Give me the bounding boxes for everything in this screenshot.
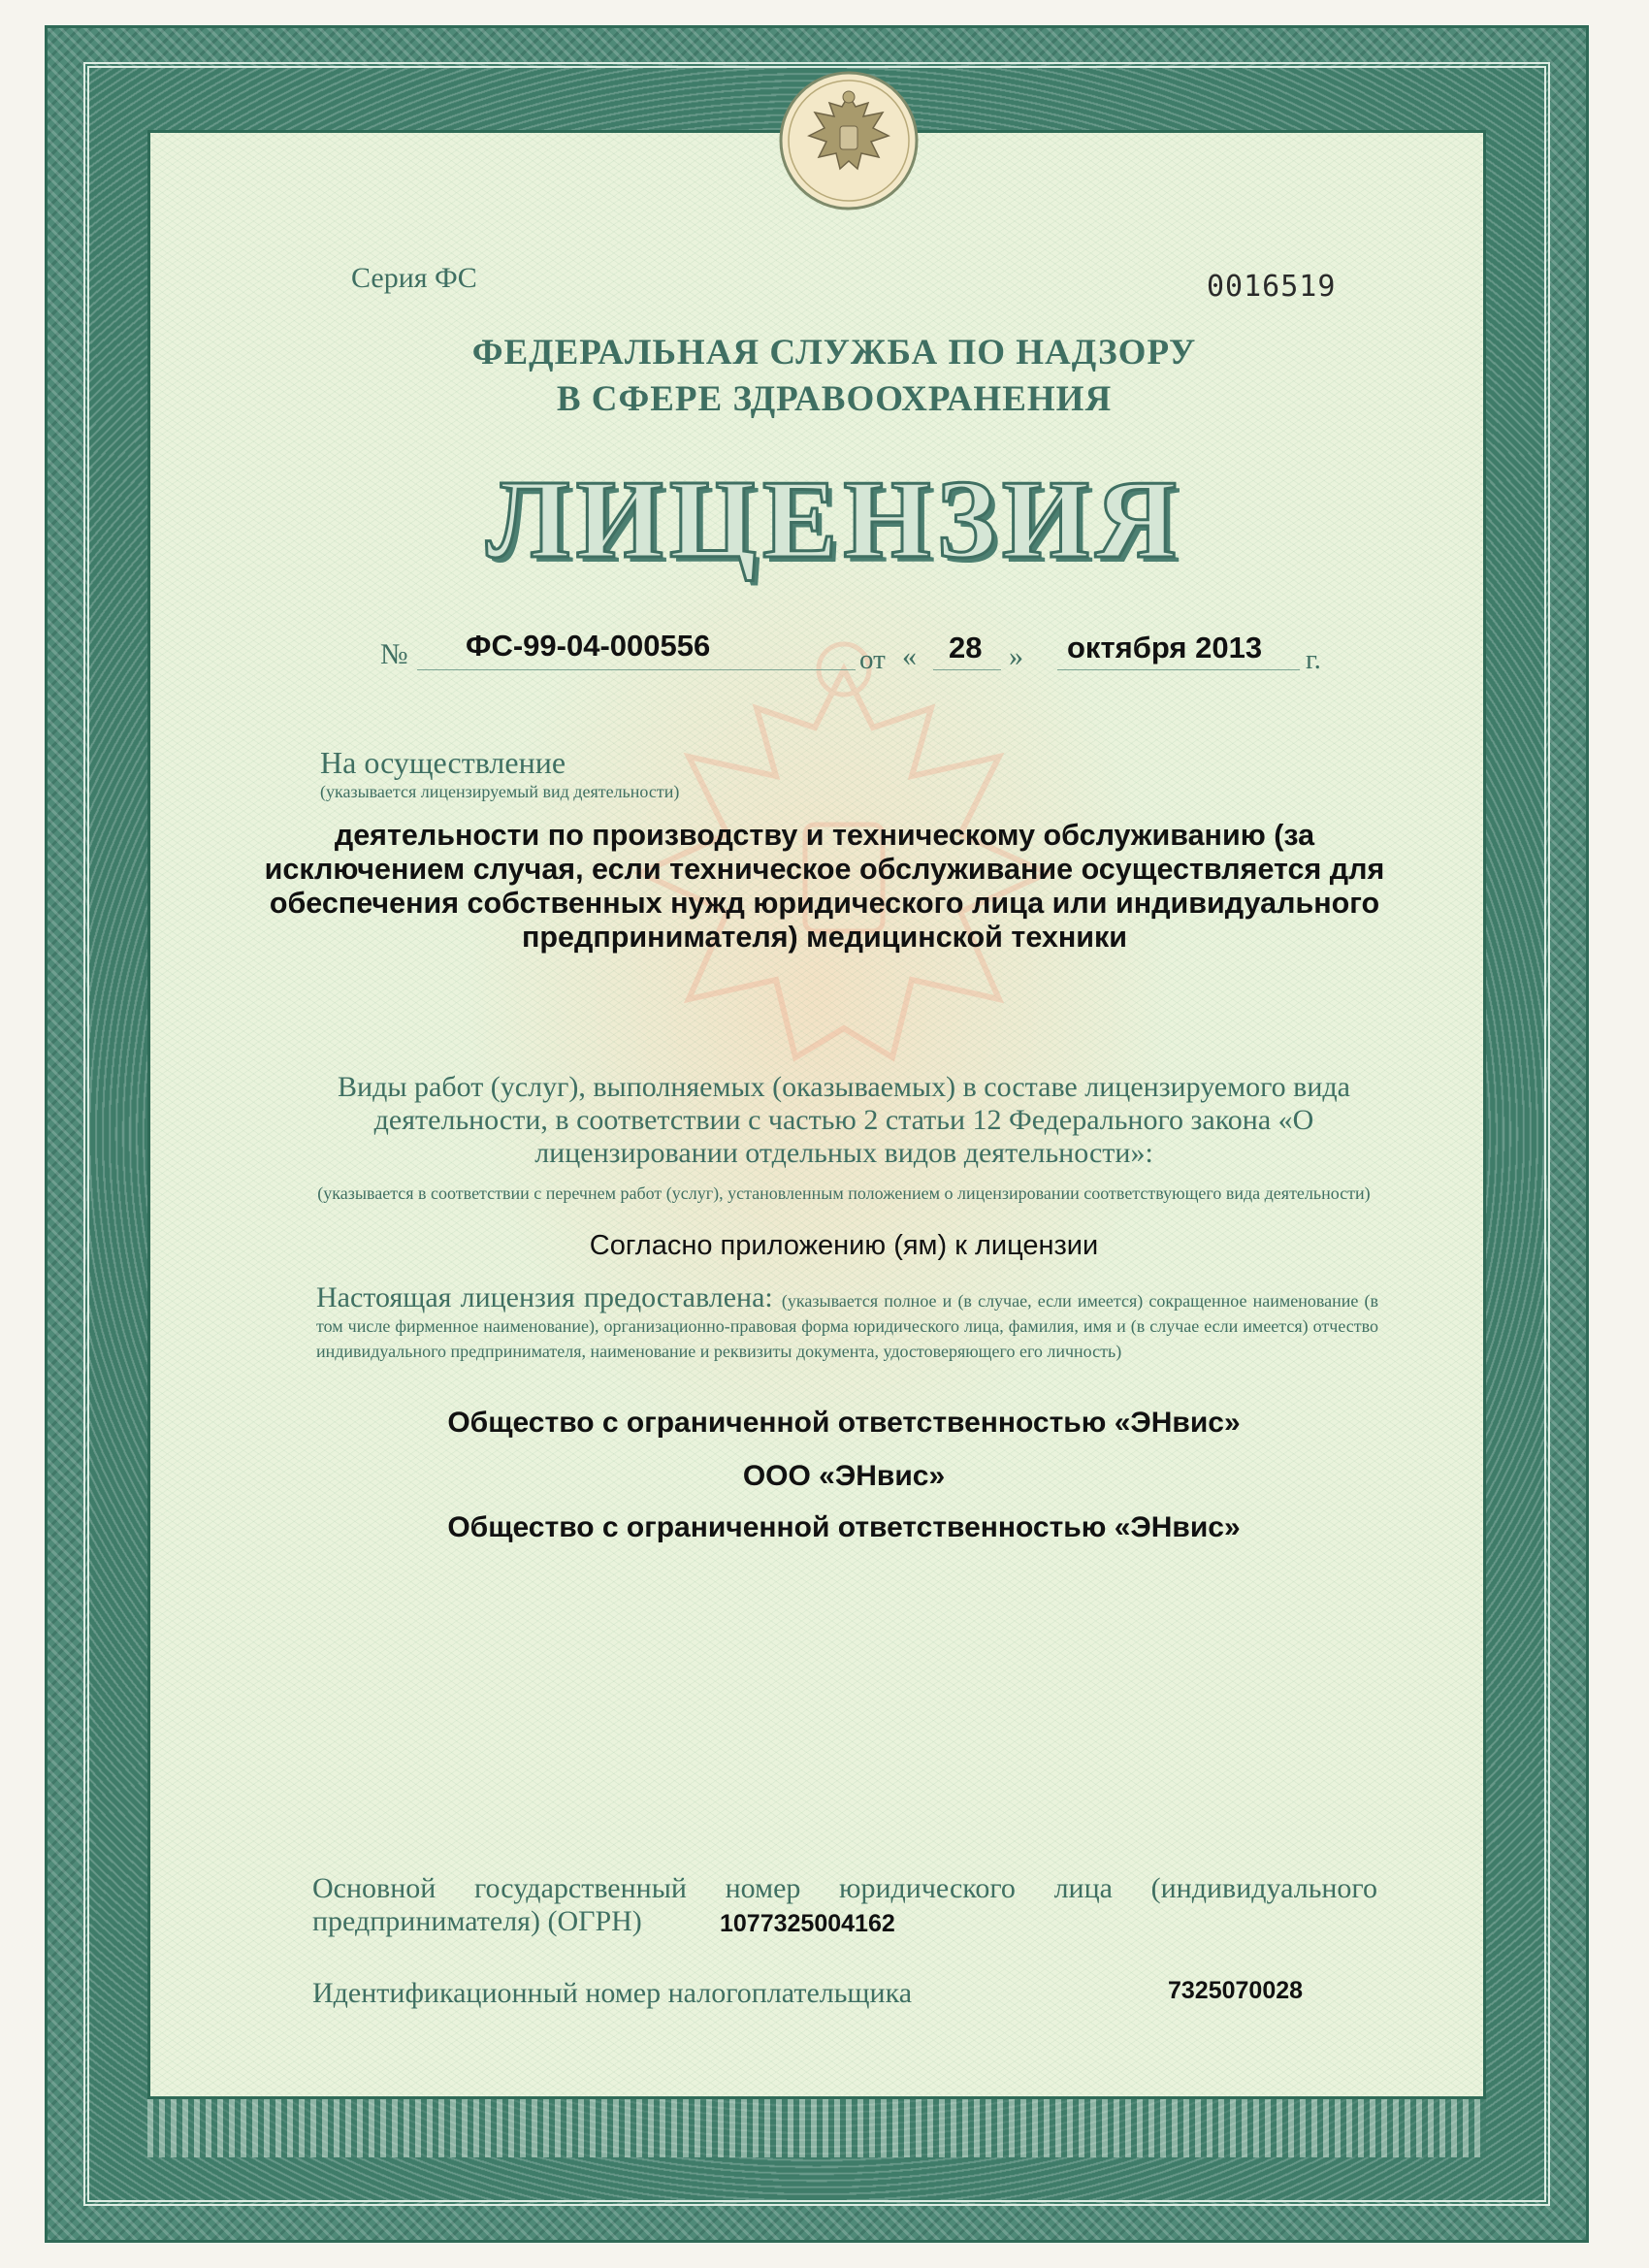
works-description: Виды работ (услуг), выполняемых (оказываемых) в составе лицензируемого вида деятельности, в соответствии с частью 2 статьи 12 Федерального закона «О лицензировании отдельных видов деятельности»:	[338, 1071, 1350, 1169]
year-suffix: г.	[1306, 644, 1321, 675]
inn-value: 7325070028	[1168, 1977, 1304, 2004]
series-label: Серия ФС	[351, 262, 477, 294]
day-underline	[933, 669, 1001, 670]
series-number: 0016519	[1207, 270, 1337, 304]
ogrn-value: 1077325004162	[720, 1910, 895, 1937]
org-full-name: Общество с ограниченной ответственностью «ЭНвис»	[447, 1407, 1241, 1439]
org-brand-name: Общество с ограниченной ответственностью «ЭНвис»	[447, 1511, 1241, 1543]
activity-text: деятельности по производству и техническому обслуживанию (за исключением случая, если техническое обслуживание осуществляется для обеспечения собственных нужд юридического лица или индивидуального предпринимателя) медицинской техники	[264, 819, 1385, 954]
activity-hint: (указывается лицензируемый вид деятельности)	[320, 782, 680, 801]
license-number: ФС-99-04-000556	[466, 629, 711, 663]
month-underline	[1057, 669, 1300, 670]
granted-hint: (указывается полное и (в случае, если имеется) сокращенное наименование (в том числе фирменное наименование), организационно-правовая форма юридического лица, фамилия, имя и (в случае если имеется) отчество индивидуального предпринимателя, наименование и реквизиты документа, удостоверяющего его личность)	[316, 1291, 1379, 1361]
license-month-year: октября 2013	[1067, 631, 1263, 664]
works-value: Согласно приложению (ям) к лицензии	[589, 1230, 1099, 1261]
date-quote-close: »	[1009, 640, 1023, 672]
document-title: ЛИЦЕНЗИЯ	[486, 458, 1182, 582]
agency-name	[349, 330, 1319, 423]
date-quote-open: «	[902, 640, 917, 672]
license-day: 28	[949, 631, 983, 664]
works-hint: (указывается в соответствии с перечнем работ (услуг), установленным положением о лицензировании соответствующего вида деятельности)	[317, 1183, 1371, 1203]
granted-label: Настоящая лицензия предоставлена:	[316, 1281, 773, 1313]
granted-block	[316, 1281, 1379, 1362]
license-number-underline	[417, 669, 856, 670]
ogrn-label: Основной государственный номер юридического лица (индивидуального предпринимателя) (ОГРН)	[312, 1872, 1377, 1937]
date-from-label: от	[859, 644, 886, 675]
agency-line-1: ФЕДЕРАЛЬНАЯ СЛУЖБА ПО НАДЗОРУ	[471, 333, 1197, 373]
activity-label: На осуществление	[320, 745, 566, 780]
coat-of-arms-icon	[776, 68, 922, 213]
agency-line-2: В СФЕРЕ ЗДРАВООХРАНЕНИЯ	[556, 379, 1113, 419]
org-short-name: ООО «ЭНвис»	[742, 1460, 946, 1492]
number-sign: №	[380, 638, 408, 670]
inn-label: Идентификационный номер налогоплательщика	[312, 1977, 913, 2009]
bottom-ornament	[147, 2099, 1486, 2157]
